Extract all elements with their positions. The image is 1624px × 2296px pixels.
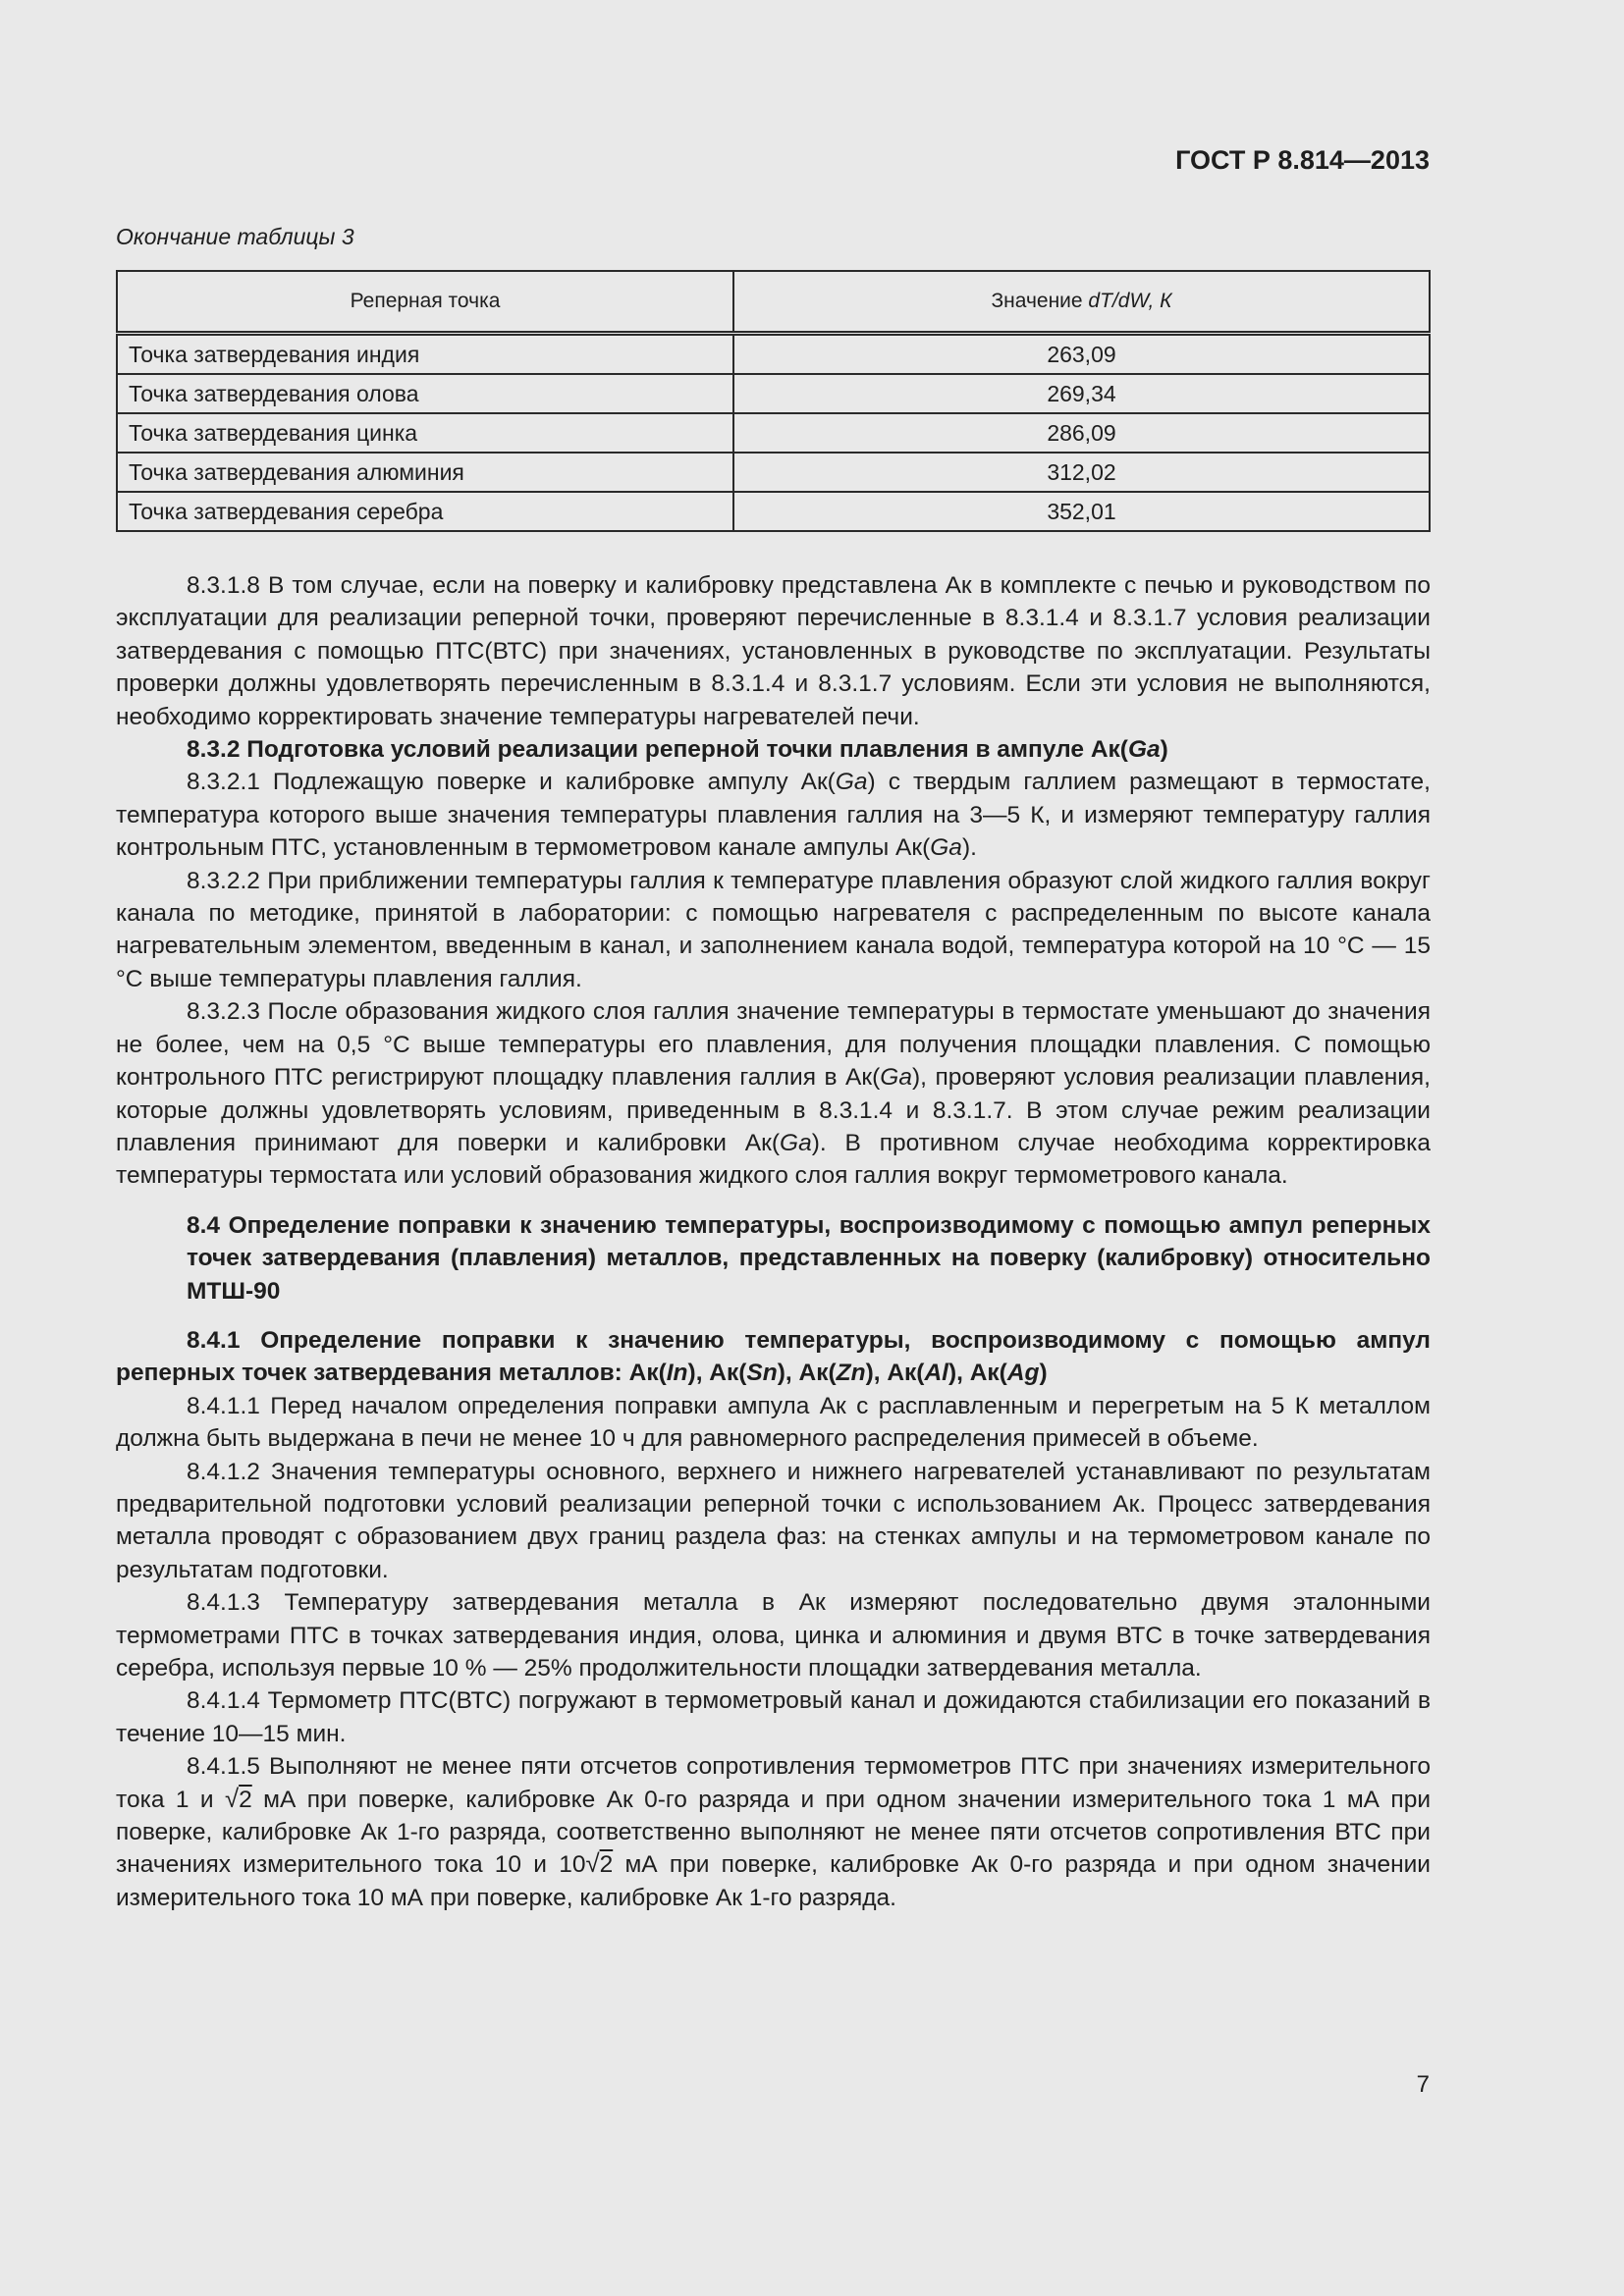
table-cell-point: Точка затвердевания серебра [117,492,733,531]
table-cell-value: 286,09 [733,413,1430,453]
table-cell-value: 352,01 [733,492,1430,531]
body-text [116,569,1431,1914]
standard-designation: ГОСТ Р 8.814—2013 [1175,145,1430,175]
table-row [117,334,1430,375]
paragraph-8-3-1-8: 8.3.1.8 В том случае, если на поверку и калибровку представлена Ак в комплекте с печью и руководством по эксплуатации для реализации реперной точки, проверяют перечисленные в 8.3.1.4 и 8.3.1.7 условия реализации затвердевания с помощью ПТС(ВТС) при значениях, установленных в руководстве по эксплуатации. Результаты проверки должны удовлетворять перечисленным в 8.3.1.4 и 8.3.1.7 условиям. Если эти условия не выполняются, необходимо корректировать значение температуры нагревателей печи. [116,572,1431,730]
table-cell-value: 312,02 [733,453,1430,492]
paragraph-8-4-1-1: 8.4.1.1 Перед началом определения поправки ампула Ак с расплавленным и перегретым на 5 К металлом должна быть выдержана в печи не менее 10 ч для равномерного распределения примесей в объеме. [116,1392,1431,1453]
table-cell-value: 269,34 [733,374,1430,413]
reference-points-table [116,270,1431,532]
table-row [117,413,1430,453]
table-header-row [117,271,1430,334]
header-reference-point: Реперная точка [117,271,733,334]
header-value: Значение dT/dW, К [733,271,1430,334]
paragraph-8-4-1-5: 8.4.1.5 Выполняют не менее пяти отсчетов сопротивления термометров ПТС при значениях измерительного тока 1 и √2 мА при поверке, калибровке Ак 0-го разряда и при одном значении измерительного тока 1 мА при поверке, калибровке Ак 1-го разряда, соответственно выполняют не менее пяти отсчетов сопротивления ВТС при значениях измерительного тока 10 и 10√2 мА при поверке, калибровке Ак 0-го разряда и при одном значении измерительного тока 10 мА при поверке, калибровке Ак 1-го разряда. [116,1753,1432,1911]
table-row [117,453,1430,492]
paragraph-8-4-1-2: 8.4.1.2 Значения температуры основного, верхнего и нижнего нагревателей устанавливают по результатам предварительной подготовки условий реализации реперной точки с использованием Ак. Процесс затвердевания металла проводят с образованием двух границ раздела фаз: на стенках ампулы и на термометровом канале по результатам подготовки. [116,1458,1431,1583]
table-cell-point: Точка затвердевания цинка [117,413,733,453]
table-row [117,374,1430,413]
page-number: 7 [1416,2071,1430,2098]
table-cell-point: Точка затвердевания индия [117,334,733,375]
heading-8-3-2: 8.3.2 Подготовка условий реализации реперной точки плавления в ампуле Ак(Ga) [187,736,1168,764]
paragraph-8-3-2-1: 8.3.2.1 Подлежащую поверке и калибровке ампулу Ак(Ga) с твердым галлием размещают в термостате, температура которого выше значения температуры плавления галлия на 3—5 К, и измеряют температуру галлия контрольным ПТС, установленным в термометровом канале ампулы Ак(Ga). [116,769,1431,862]
paragraph-8-3-2-3: 8.3.2.3 После образования жидкого слоя галлия значение температуры в термостате уменьшают до значения не более, чем на 0,5 °С выше температуры его плавления, для получения площадки плавления. С помощью контрольного ПТС регистрируют площадку плавления галлия в Ак(Ga), проверяют условия реализации плавления, которые должны удовлетворять условиям, приведенным в 8.3.1.4 и 8.3.1.7. В этом случае режим реализации плавления принимают для поверки и калибровки Ак(Ga). В противном случае необходима корректировка температуры термостата или условий образования жидкого слоя галлия вокруг термометрового канала. [116,998,1431,1190]
paragraph-8-3-2-2: 8.3.2.2 При приближении температуры галлия к температуре плавления образуют слой жидкого галлия вокруг канала по методике, принятой в лаборатории: с помощью нагревателя с распределенным по высоте канала нагревательным элементом, введенным в канал, и заполнением канала водой, температура которой на 10 °С — 15 °С выше температуры плавления галлия. [116,867,1431,992]
table-caption: Окончание таблицы 3 [116,224,354,249]
paragraph-8-4-1-4: 8.4.1.4 Термометр ПТС(ВТС) погружают в термометровый канал и дожидаются стабилизации его показаний в течение 10—15 мин. [116,1687,1431,1747]
sqrt-two: √2 [224,1785,252,1813]
table-cell-value: 263,09 [733,334,1430,375]
paragraph-8-4-1-3: 8.4.1.3 Температуру затвердевания металла в Ак измеряют последовательно двумя эталонными термометрами ПТС в точках затвердевания индия, олова, цинка и алюминия и двумя ВТС в точке затвердевания серебра, используя первые 10 % — 25% продолжительности площадки затвердевания металла. [116,1589,1431,1682]
heading-8-4: 8.4 Определение поправки к значению температуры, воспроизводимому с помощью ампул реперных точек затвердевания (плавления) металлов, представленных на поверку (калибровку) относительно МТШ-90 [187,1211,1431,1305]
table-cell-point: Точка затвердевания олова [117,374,733,413]
table-row [117,492,1430,531]
sqrt-two: √2 [585,1850,614,1879]
table-cell-point: Точка затвердевания алюминия [117,453,733,492]
heading-8-4-1: 8.4.1 Определение поправки к значению температуры, воспроизводимому с помощью ампул реперных точек затвердевания металлов: Ак(In), Ак(Sn), Ак(Zn), Ак(Al), Ак(Ag) [116,1326,1431,1387]
